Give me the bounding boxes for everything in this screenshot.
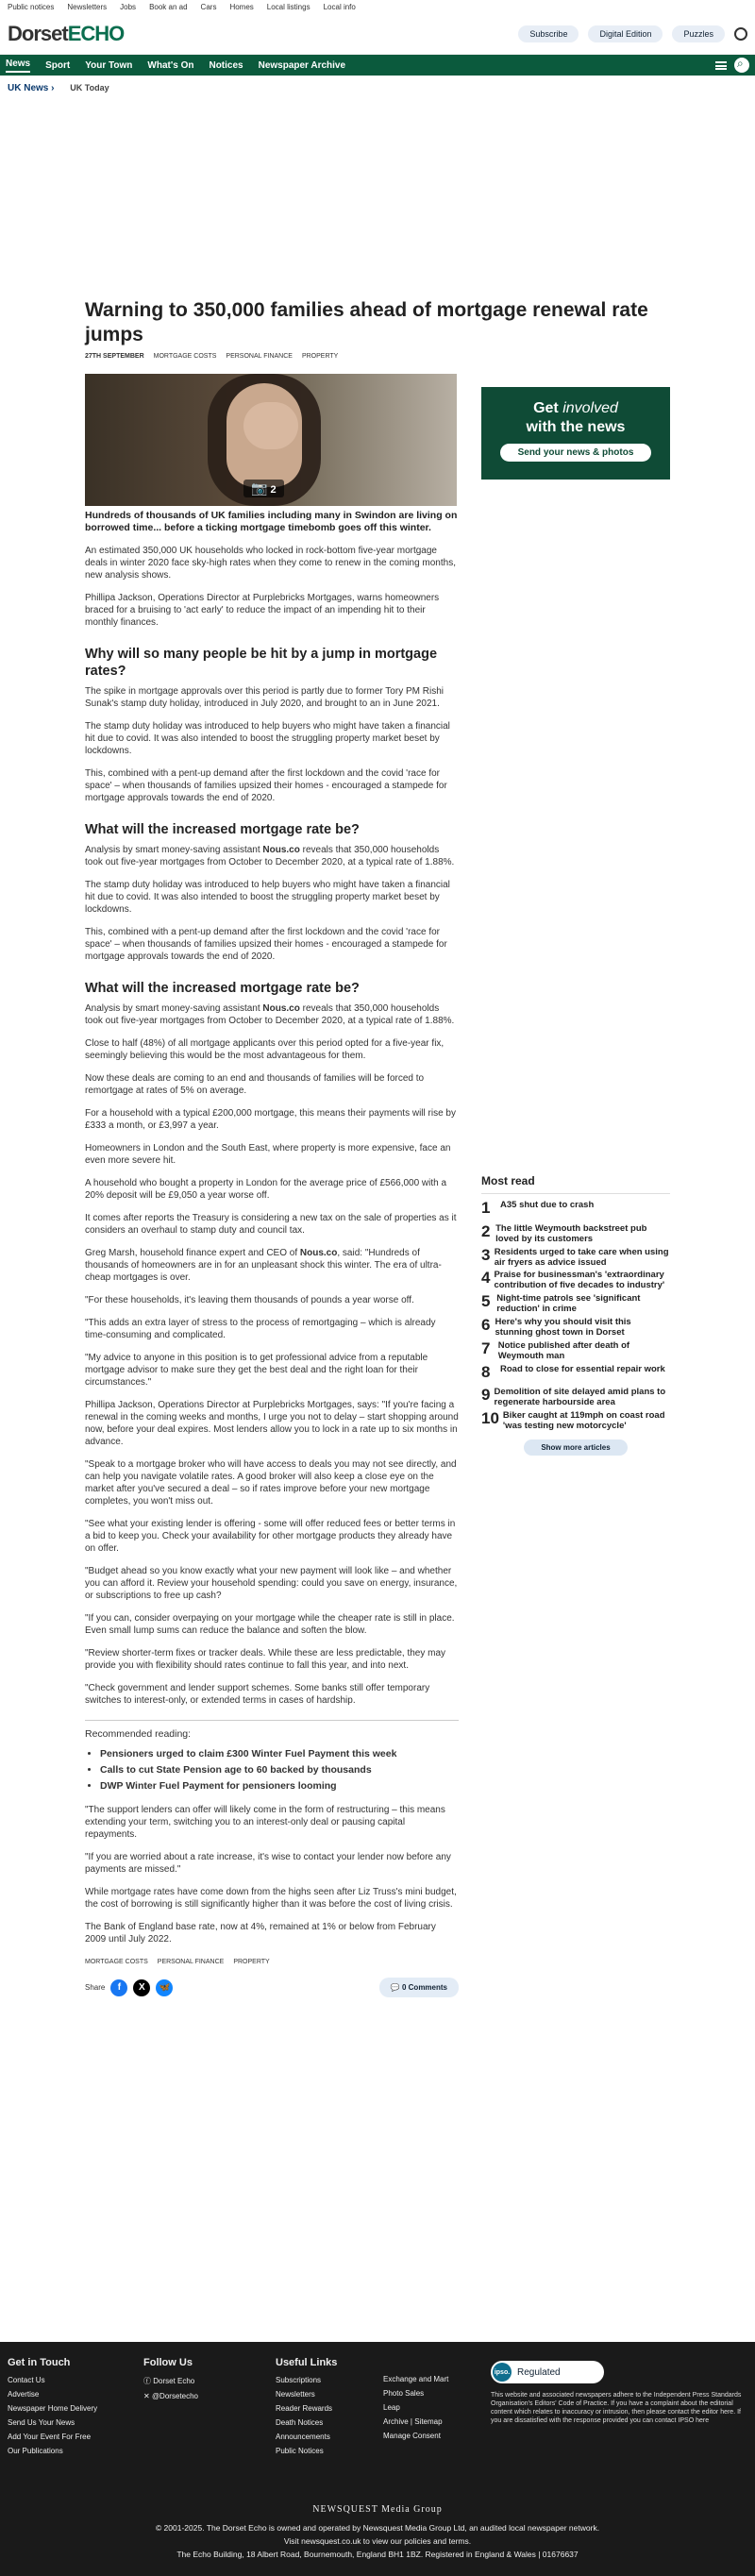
article-lead: Hundreds of thousands of UK families including many in Swindon are living on borrowed time... before a ticking mortgage timebomb goes off this winter. (85, 510, 458, 533)
show-more-articles-button[interactable]: Show more articles (524, 1440, 628, 1456)
brand-bar (0, 13, 755, 55)
paragraph: "This adds an extra layer of stress to the process of remortgaging – which is already time-consuming and complicated. (85, 1318, 436, 1340)
footer-link[interactable]: Our Publications (8, 2447, 63, 2455)
footer-link[interactable]: Add Your Event For Free (8, 2433, 92, 2441)
most-read-item[interactable]: 10 Biker caught at 119mph on coast road 'was testing new motorcycle' (481, 1409, 665, 1432)
footer-link[interactable]: Contact Us (8, 2376, 45, 2384)
tag-property[interactable]: PROPERTY (233, 1959, 270, 1965)
paragraph: This, combined with a pent-up demand after the first lockdown and the covid 'race for space' – when thousands of families upsized their homes - encouraged a stampede for mortgage approvals towards the end of 2020. (85, 768, 447, 803)
paragraph: The spike in mortgage approvals over this period is partly due to former Tory PM Rishi Sunak's stamp duty holiday, introduced in July 2020, and brought to an in June 2021. (85, 686, 444, 709)
paragraph: "If you are worried about a rate increase, it's wise to contact your lender now before any payments are missed." (85, 1852, 451, 1875)
most-read (481, 1174, 670, 1456)
paragraph: "Budget ahead so you know exactly what your new payment will look like – and whether you can afford it. Review your household spending: could you save on energy, insurance, or subscriptions to free up cash? (85, 1566, 458, 1601)
subheading: What will the increased mortgage rate be? (85, 981, 360, 996)
paragraph: Analysis by smart money-saving assistant Nous.co reveals that 350,000 households took out five-year mortgages from October to December 2020, at a typical rate of 1.88%. (85, 845, 455, 867)
footer-link[interactable]: Leap (383, 2403, 400, 2412)
tag-mortgage-costs[interactable]: MORTGAGE COSTS (85, 1959, 148, 1965)
bluesky-icon[interactable]: 🦋 (156, 1979, 173, 1996)
paragraph: The stamp duty holiday was introduced to help buyers who might have taken a financial hit due to covid. It was also intended to boost the struggling property market beset by lockdowns. (85, 880, 450, 915)
topbar-cars[interactable]: Cars (200, 2, 217, 11)
paragraph: An estimated 350,000 UK households who locked in rock-bottom five-year mortgage deals in winter 2020 face sky-high rates when they come to renew in the coming months, new analysis shows. (85, 546, 456, 581)
send-news-button[interactable]: Send your news & photos (500, 444, 651, 462)
paragraph: Phillipa Jackson, Operations Director at Purplebricks Mortgages, says: "If you're facing a renewal in the coming weeks and months, I urge you not to delay – start shopping around now, before your deal expires. Most lenders allow you to lock in a rate up to six months in advance. (85, 1400, 459, 1447)
paragraph: While mortgage rates have come down from the highs seen after Liz Truss's mini budget, the cost of borrowing is still significantly higher than it was before the cost of living crisis. (85, 1887, 457, 1910)
ipso-logo: ipso. (493, 2363, 512, 2382)
topbar-local-listings[interactable]: Local listings (266, 2, 310, 11)
subscribe-button[interactable]: Subscribe (518, 25, 579, 42)
tag-mortgage-costs[interactable]: MORTGAGE COSTS (153, 353, 217, 360)
search-icon[interactable] (734, 58, 749, 73)
paragraph: For a household with a typical £200,000 mortgage, this means their payments will rise by £333 a month, or £3,997 a year. (85, 1108, 456, 1131)
menu-icon[interactable] (715, 61, 727, 70)
facebook-icon[interactable]: f (110, 1979, 127, 1996)
footer-link[interactable]: Reader Rewards (276, 2404, 333, 2413)
paragraph: "My advice to anyone in this position is to get professional advice from a reputable mortgage advisor to make sure they get the best deal and the right loan for their circumstances." (85, 1353, 428, 1388)
paragraph: The stamp duty holiday was introduced to help buyers who might have taken a financial hit due to covid. It was also intended to boost the struggling property market beset by lockdowns. (85, 721, 450, 756)
main-nav (0, 55, 755, 76)
recommended-link[interactable]: • Calls to cut State Pension age to 60 backed by thousands (100, 1764, 459, 1776)
topbar-jobs[interactable]: Jobs (120, 2, 137, 11)
topbar-newsletters[interactable]: Newsletters (67, 2, 108, 11)
footer-tags (85, 1956, 459, 1968)
x-icon[interactable]: X (133, 1979, 150, 1996)
most-read-item[interactable]: 1 A35 shut due to crash (481, 1199, 595, 1217)
share-bar (85, 1978, 459, 1997)
footer-link[interactable]: Public Notices (276, 2447, 324, 2455)
paragraph: "Review shorter-term fixes or tracker deals. While these are less predictable, they may provide you with flexibility should rates continue to fall this year, and into next. (85, 1648, 446, 1671)
recommended-heading: Recommended reading: (85, 1728, 192, 1740)
footer-get-in-touch: Get in Touch Contact Us Advertise Newspaper Home Delivery Send Us Your News Add Your Event For Free Our Publications (8, 2357, 98, 2455)
paragraph: This, combined with a pent-up demand after the first lockdown and the covid 'race for space' – when thousands of families upsized their homes - encouraged a stampede for mortgage approvals towards the end of 2020. (85, 927, 447, 962)
tag-property[interactable]: PROPERTY (301, 353, 339, 360)
copyright: © 2001-2025. The Dorset Echo is owned and operated by Newsquest Media Group Ltd, an audited local newspaper network. Visit newsquest.co.uk to view our policies and terms. The Echo Building, 18 Albert Road, Bournemouth, England BH1 1BZ. Registered in England & Wales | 01676637 (155, 2523, 600, 2559)
footer-link[interactable]: Death Notices (276, 2418, 324, 2427)
topbar-homes[interactable]: Homes (229, 2, 254, 11)
paragraph: "Check government and lender support schemes. Some banks still offer temporary switches to interest-only, or extended terms in cases of hardship. (85, 1683, 430, 1706)
most-read-heading: Most read (481, 1174, 670, 1194)
utility-bar (0, 0, 755, 13)
nous-link[interactable]: Nous.co (262, 845, 300, 855)
most-read-item[interactable]: 7 Notice published after death of Weymouth man (481, 1339, 630, 1361)
most-read-item[interactable]: 2 The little Weymouth backstreet pub loved by its customers (481, 1221, 647, 1244)
nav-newspaper-archive[interactable]: Newspaper Archive (258, 59, 346, 71)
comments-button[interactable]: 💬 0 Comments (379, 1978, 459, 1997)
breadcrumb-arrow: › (51, 83, 55, 93)
footer-follow-us: Follow Us ⓕ Dorset Echo ✕ @Dorsetecho (143, 2357, 198, 2400)
get-involved-promo: Get involved with the news Send your news & photos (481, 387, 670, 480)
footer-useful-links: Useful Links Subscriptions Newsletters Reader Rewards Death Notices Announcements Public Notices (276, 2357, 338, 2455)
nav-notices[interactable]: Notices (209, 59, 243, 71)
facebook-link[interactable]: ⓕ Dorset Echo (143, 2377, 195, 2385)
topbar-local-info[interactable]: Local info (323, 2, 356, 11)
most-read-item[interactable]: 9 Demolition of site delayed amid plans to regenerate harbourside area (481, 1386, 666, 1408)
article-meta (85, 353, 338, 360)
subheading: What will the increased mortgage rate be? (85, 822, 360, 837)
article-date: 27TH SEPTEMBER (85, 353, 144, 360)
breadcrumb (8, 83, 109, 93)
footer-link[interactable]: Subscriptions (276, 2376, 322, 2384)
recommended-link[interactable]: • DWP Winter Fuel Payment for pensioners looming (100, 1780, 459, 1793)
article-body (85, 510, 459, 1997)
footer-link[interactable]: Announcements (276, 2433, 330, 2441)
tag-personal-finance[interactable]: PERSONAL FINANCE (226, 353, 293, 360)
article-headline: Warning to 350,000 families ahead of mortgage renewal rate jumps (85, 299, 648, 345)
paragraph: It comes after reports the Treasury is considering a new tax on the sale of properties as it considers an overhaul to stamp duty and council tax. (85, 1213, 457, 1236)
share-label: Share (85, 1983, 106, 1992)
paragraph: The Bank of England base rate, now at 4%, remained at 1% or below from February 2009 until July 2022. (85, 1922, 436, 1945)
hero-image[interactable] (85, 374, 457, 506)
x-icon: ✕ (143, 2392, 152, 2400)
paragraph: Greg Marsh, household finance expert and CEO of Nous.co, said: "Hundreds of thousands of homeowners are in for an unpleasant shock this winter. The era of ultra-cheap mortgages is over. (85, 1248, 442, 1283)
subheading: Why will so many people be hit by a jump in mortgage rates? (85, 647, 438, 679)
digital-edition-button[interactable]: Digital Edition (588, 25, 663, 42)
ipso-badge[interactable]: ipso. Regulated (491, 2361, 604, 2383)
nav-sport[interactable]: Sport (45, 59, 71, 71)
paragraph: "If you can, consider overpaying on your mortgage while the cheaper rate is still in place. Even small lump sums can reduce the balance and soften the blow. (85, 1613, 455, 1636)
paragraph: Now these deals are coming to an end and thousands of families will be forced to remortgage at rates of 5% on average. (85, 1073, 425, 1096)
nav-news[interactable]: News (6, 59, 30, 73)
paragraph: Close to half (48%) of all mortgage applicants over this period opted for a five-year fix, seemingly believing this would be the most advantageous for them. (85, 1038, 445, 1061)
footer-link[interactable]: Exchange and Mart (383, 2375, 449, 2383)
user-icon[interactable] (734, 27, 747, 41)
breadcrumb-uk-news[interactable]: UK News (8, 83, 49, 93)
footer-link[interactable]: Newsletters (276, 2390, 315, 2399)
paragraph: Phillipa Jackson, Operations Director at Purplebricks Mortgages, warns homeowners braced for a bruising to 'act early' to reduce the impact of an impending hit to their monthly finances. (85, 593, 440, 628)
paragraph: "See what your existing lender is offering - some will offer reduced fees or better terms in a bid to keep you. Check your availability for other mortgage products they already have on offer. (85, 1519, 456, 1554)
site-logo[interactable]: DorsetECHO (8, 21, 125, 45)
most-read-item[interactable]: 8 Road to close for essential repair work (481, 1362, 665, 1381)
puzzles-button[interactable]: Puzzles (672, 25, 725, 42)
paragraph: Homeowners in London and the South East, where property is more expensive, face an even more severe hit. (85, 1143, 451, 1166)
nav-whats-on[interactable]: What's On (147, 59, 194, 71)
nous-link[interactable]: Nous.co (299, 1248, 338, 1258)
footer-more-links (383, 2375, 448, 2446)
site-footer (0, 2342, 755, 2576)
footer-link[interactable]: Advertise (8, 2390, 40, 2399)
facebook-icon: ⓕ (143, 2377, 154, 2385)
recommended-reading (85, 1720, 459, 1793)
most-read-item[interactable]: 4 Praise for businessman's 'extraordinary contribution of five decades to industry' (481, 1269, 665, 1291)
nav-your-town[interactable]: Your Town (85, 59, 133, 71)
paragraph: A household who bought a property in London for the average price of £566,000 with a 20% deposit will be £9,050 a year worse off. (85, 1178, 447, 1201)
paragraph: "For these households, it's leaving them thousands of pounds a year worse off. (85, 1295, 414, 1305)
x-link[interactable]: ✕ @Dorsetecho (143, 2392, 198, 2400)
topbar-book-an-ad[interactable]: Book an ad (149, 2, 188, 11)
tag-personal-finance[interactable]: PERSONAL FINANCE (157, 1959, 225, 1965)
most-read-item[interactable]: 5 Night-time patrols see 'significant reduction' in crime (481, 1292, 641, 1315)
most-read-item[interactable]: 3 Residents urged to take care when using air fryers as advice issued (481, 1245, 669, 1268)
breadcrumb-uk-today[interactable]: UK Today (70, 83, 109, 93)
paragraph: Analysis by smart money-saving assistant Nous.co reveals that 350,000 households took out five-year mortgages from October to December 2020, at a typical rate of 1.88%. (85, 1003, 455, 1026)
nous-link[interactable]: Nous.co (262, 1003, 300, 1014)
footer-link[interactable]: Send Us Your News (8, 2418, 76, 2427)
paragraph: "Speak to a mortgage broker who will have access to deals you may not see directly, and can help you navigate volatile rates. A good broker will also keep a close eye on the market after you've secured a deal – so if rates improve before your new mortgage completes, you won't miss out. (85, 1459, 457, 1507)
topbar-public-notices[interactable]: Public notices (8, 2, 55, 11)
recommended-link[interactable]: • Pensioners urged to claim £300 Winter Fuel Payment this week (100, 1748, 459, 1760)
ipso-statement: This website and associated newspapers adhere to the Independent Press Standards Organisation's Editors' Code of Practice. If you have a complaint about the editorial content which relates to inaccuracy or intrusion, then please contact the editor here. If you are dissatisfied with the response provided you can contact IPSO here (491, 2392, 742, 2424)
most-read-item[interactable]: 6 Here's why you should visit this stunning ghost town in Dorset (481, 1315, 631, 1338)
photo-count: 2 (270, 484, 277, 496)
footer-link[interactable]: Photo Sales (383, 2389, 425, 2398)
newsquest-logo[interactable]: NEWSQUEST Media Group (312, 2504, 443, 2515)
paragraph: "The support lenders can offer will likely come in the form of restructuring – this means extending your term, switching you to an interest-only deal or pausing capital repayments. (85, 1805, 445, 1840)
footer-link[interactable]: Archive | Sitemap (383, 2417, 443, 2426)
footer-link[interactable]: Manage Consent (383, 2432, 441, 2440)
footer-link[interactable]: Newspaper Home Delivery (8, 2404, 98, 2413)
gallery-camera-icon[interactable]: 📷 2 (243, 480, 284, 497)
